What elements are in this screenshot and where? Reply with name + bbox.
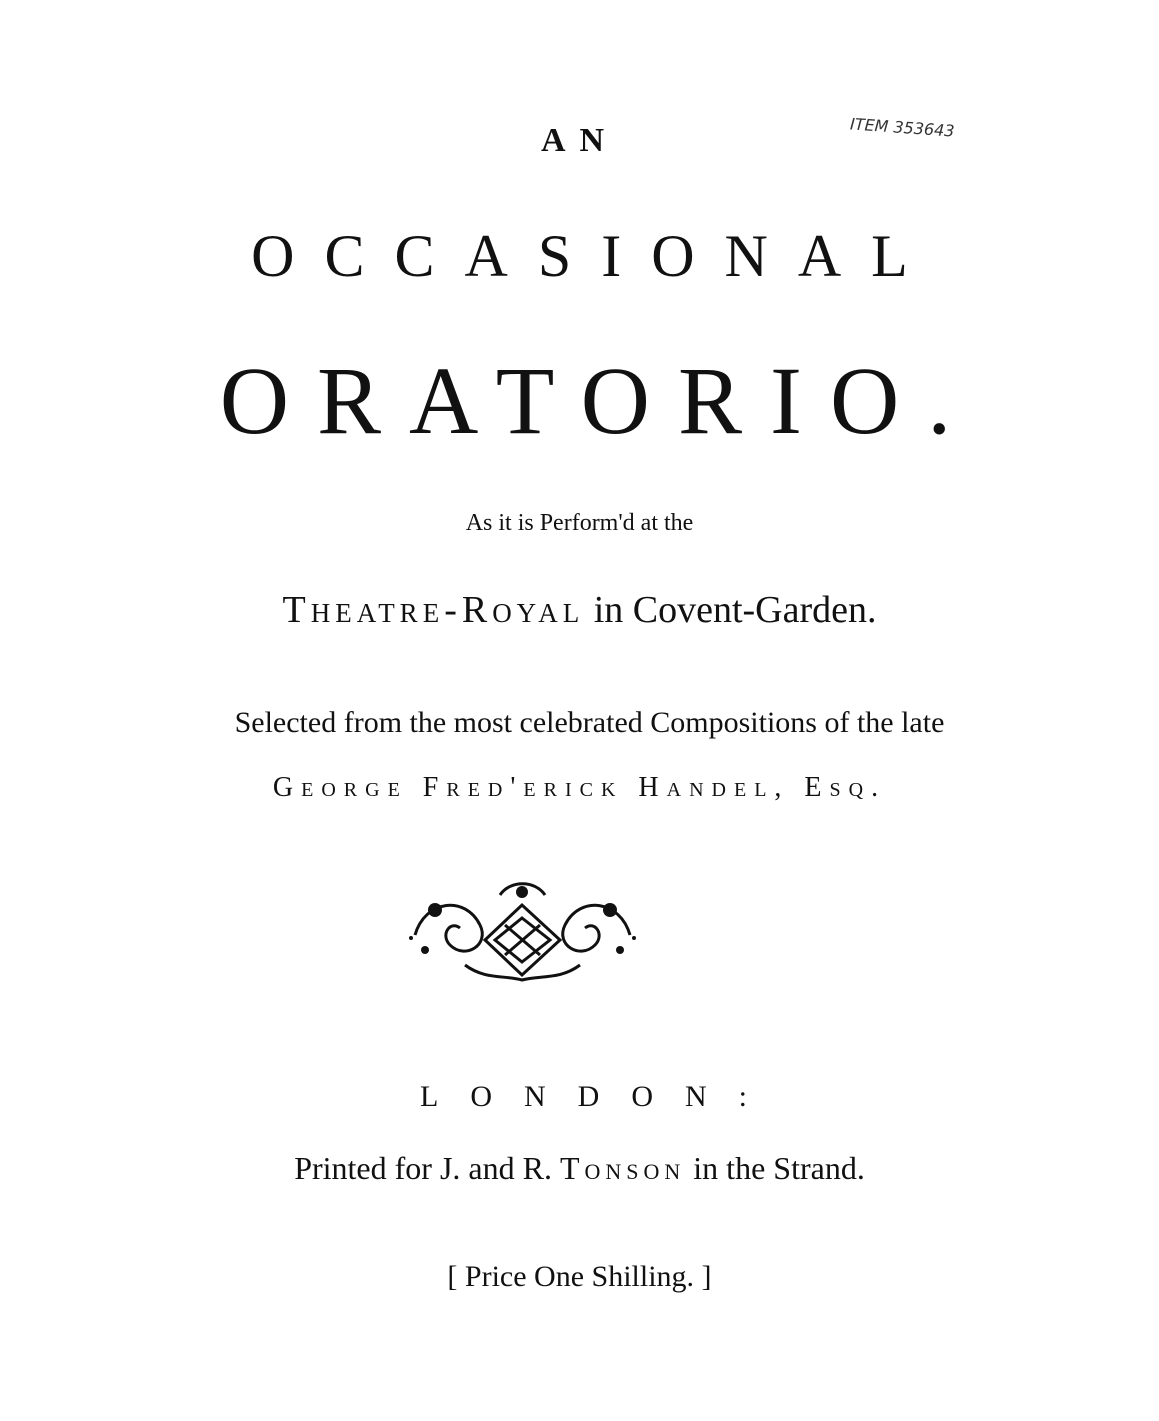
printed-prefix: Printed for J. and R. [294,1150,560,1186]
composer-line: George Fred'erick Handel, Esq. [272,772,887,803]
handwritten-shelfmark: ITEM 353643 [849,114,956,141]
selected-line: Selected from the most celebrated Compositions of the late [234,706,945,739]
theatre-line [0,588,1159,632]
ornament-icon [405,880,640,985]
heading-occasional: OCCASIONAL [251,223,938,289]
imprint-london: LONDON: [420,1080,779,1113]
theatre-royal-text: Theatre-Royal [282,589,585,631]
printed-suffix: in the Strand. [685,1150,865,1186]
heading-oratorio: ORATORIO. [219,347,980,454]
printer-name: Tonson [559,1150,686,1186]
performed-line: As it is Perform'd at the [465,510,694,536]
price-line: [ Price One Shilling. ] [447,1260,712,1293]
covent-garden-text: in Covent-Garden. [584,589,877,631]
heading-an: AN [540,122,619,159]
imprint-printer [0,1150,1159,1187]
